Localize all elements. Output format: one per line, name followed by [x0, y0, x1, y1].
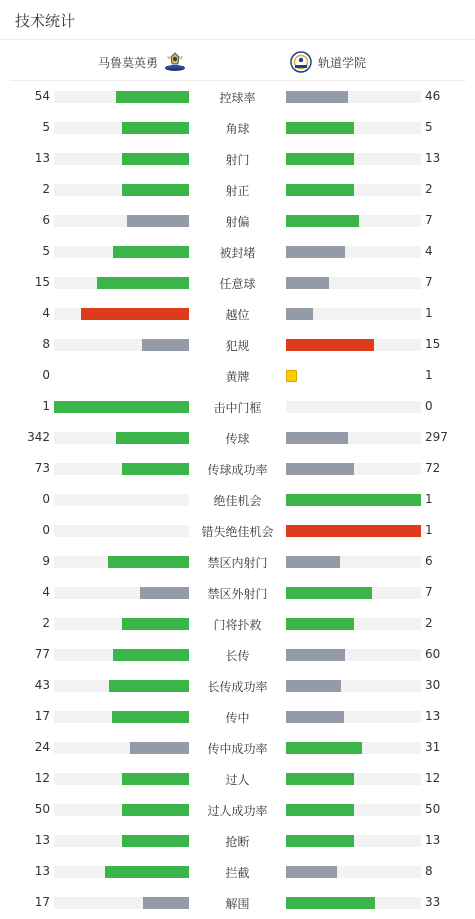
stat-row — [0, 143, 475, 174]
home-stat-value: 77 — [34, 647, 50, 661]
away-stat-value: 7 — [425, 213, 433, 227]
stat-label: 抢断 — [225, 835, 250, 849]
away-stat-bar-fill — [286, 587, 372, 599]
home-stat-bar-fill — [122, 773, 190, 785]
away-stat-bar — [286, 804, 421, 816]
away-stat-bar — [286, 897, 421, 909]
home-stat-bar-fill — [108, 556, 189, 568]
home-stat-value: 17 — [34, 895, 50, 909]
home-stat-bar-fill — [116, 91, 189, 103]
stat-label: 过人 — [225, 773, 250, 787]
stat-row — [0, 763, 475, 794]
home-stat-value: 50 — [34, 802, 50, 816]
stat-label: 射门 — [225, 153, 250, 167]
away-stat-value: 1 — [425, 306, 433, 320]
home-stat-value: 17 — [34, 709, 50, 723]
away-stat-bar — [286, 835, 421, 847]
away-stat-bar — [286, 525, 421, 537]
stat-row — [0, 546, 475, 577]
away-stat-value: 15 — [425, 337, 441, 351]
away-team[interactable] — [290, 52, 366, 72]
stat-row — [0, 608, 475, 639]
home-stat-value: 6 — [42, 213, 50, 227]
away-stat-value: 297 — [425, 430, 448, 444]
away-stat-bar — [286, 680, 421, 692]
away-stat-value: 2 — [425, 182, 433, 196]
home-stat-bar — [54, 742, 189, 754]
away-stat-bar — [286, 308, 421, 320]
home-stat-bar — [54, 463, 189, 475]
home-stat-bar — [54, 277, 189, 289]
away-stat-bar-fill — [286, 122, 354, 134]
home-team-logo-icon — [164, 51, 186, 73]
home-stat-bar — [54, 91, 189, 103]
away-stat-bar-fill — [286, 246, 345, 258]
home-stat-bar — [54, 866, 189, 878]
away-stat-bar — [286, 153, 421, 165]
stat-label: 击中门框 — [213, 401, 262, 415]
stat-row — [0, 670, 475, 701]
stat-row — [0, 484, 475, 515]
away-stat-bar — [286, 215, 421, 227]
away-stat-value: 60 — [425, 647, 441, 661]
home-stat-bar-fill — [122, 804, 190, 816]
away-stat-bar — [286, 246, 421, 258]
home-stat-bar-fill — [54, 401, 189, 413]
stat-label: 传中 — [225, 711, 250, 725]
away-stat-bar — [286, 122, 421, 134]
away-stat-value: 50 — [425, 802, 441, 816]
away-stat-bar-fill — [286, 742, 362, 754]
home-stat-bar — [54, 153, 189, 165]
stat-label: 绝佳机会 — [213, 494, 262, 508]
home-stat-bar-fill — [122, 122, 190, 134]
away-stat-bar — [286, 91, 421, 103]
home-stat-bar — [54, 122, 189, 134]
home-stat-bar-fill — [105, 866, 189, 878]
home-stat-bar-fill — [122, 463, 190, 475]
stat-row — [0, 329, 475, 360]
away-stat-value: 12 — [425, 771, 441, 785]
stat-row — [0, 825, 475, 856]
stat-label: 任意球 — [219, 277, 256, 291]
stat-row — [0, 515, 475, 546]
stat-row — [0, 174, 475, 205]
home-team-name: 马鲁莫英勇 — [97, 55, 158, 70]
stat-label: 禁区外射门 — [207, 587, 268, 601]
home-stat-bar-fill — [122, 184, 190, 196]
away-stat-bar-fill — [286, 91, 348, 103]
away-stat-value: 6 — [425, 554, 433, 568]
away-stat-bar — [286, 742, 421, 754]
stat-row — [0, 453, 475, 484]
stat-row — [0, 794, 475, 825]
home-stat-value: 4 — [42, 306, 50, 320]
away-stat-value: 13 — [425, 833, 441, 847]
home-stat-value: 2 — [42, 616, 50, 630]
stat-row — [0, 112, 475, 143]
home-stat-bar-fill — [122, 618, 190, 630]
away-stat-bar — [286, 618, 421, 630]
away-stat-bar — [286, 432, 421, 444]
away-stat-value: 5 — [425, 120, 433, 134]
away-stat-bar — [286, 711, 421, 723]
home-stat-value: 13 — [34, 864, 50, 878]
home-stat-bar — [54, 587, 189, 599]
home-stat-bar — [54, 525, 189, 537]
stat-row — [0, 205, 475, 236]
stat-row — [0, 391, 475, 422]
away-stat-bar-fill — [286, 680, 341, 692]
away-stat-bar-fill — [286, 494, 421, 506]
home-stat-bar — [54, 649, 189, 661]
away-stat-bar-fill — [286, 215, 359, 227]
away-stat-value: 2 — [425, 616, 433, 630]
away-stat-value: 72 — [425, 461, 441, 475]
stat-label: 门将扑救 — [213, 618, 262, 632]
home-stat-bar-fill — [127, 215, 189, 227]
home-stat-value: 43 — [34, 678, 50, 692]
stat-label: 拦截 — [225, 866, 250, 880]
home-stat-value: 54 — [34, 89, 50, 103]
away-stat-value: 7 — [425, 585, 433, 599]
stat-label: 解围 — [225, 897, 250, 911]
away-stat-bar — [286, 556, 421, 568]
away-stat-value: 1 — [425, 523, 433, 537]
away-stat-bar-fill — [286, 649, 345, 661]
away-stat-bar-fill — [286, 463, 354, 475]
home-stat-bar-fill — [113, 246, 189, 258]
stat-label: 长传 — [225, 649, 250, 663]
home-stat-bar — [54, 215, 189, 227]
stat-label: 错失绝佳机会 — [201, 525, 274, 539]
home-stat-bar-fill — [112, 711, 189, 723]
stat-row — [0, 887, 475, 918]
home-stat-bar — [54, 680, 189, 692]
away-stat-bar-fill — [286, 866, 337, 878]
away-stat-value: 7 — [425, 275, 433, 289]
home-stat-bar-fill — [122, 835, 190, 847]
stat-row — [0, 81, 475, 112]
home-stat-value: 13 — [34, 151, 50, 165]
home-stat-value: 5 — [42, 120, 50, 134]
away-stat-bar-fill — [286, 897, 375, 909]
stat-label: 越位 — [225, 308, 250, 322]
home-stat-value: 73 — [34, 461, 50, 475]
home-stat-value: 2 — [42, 182, 50, 196]
away-stat-bar — [286, 773, 421, 785]
away-stat-bar-fill — [286, 618, 354, 630]
home-stat-value: 0 — [42, 492, 50, 506]
away-stat-value: 30 — [425, 678, 441, 692]
away-stat-value: 4 — [425, 244, 433, 258]
home-stat-bar-fill — [113, 649, 189, 661]
away-stat-bar-fill — [286, 308, 313, 320]
away-stat-bar-fill — [286, 525, 421, 537]
home-stat-value: 0 — [42, 368, 50, 382]
home-stat-bar-fill — [143, 897, 189, 909]
home-stat-value: 342 — [27, 430, 50, 444]
away-stat-bar-fill — [286, 556, 340, 568]
header — [0, 0, 475, 40]
stat-row — [0, 236, 475, 267]
away-stat-bar — [286, 184, 421, 196]
home-stat-value: 13 — [34, 833, 50, 847]
home-stat-bar — [54, 401, 189, 413]
home-stat-bar — [54, 711, 189, 723]
away-stat-bar — [286, 866, 421, 878]
home-stat-value: 8 — [42, 337, 50, 351]
home-stat-bar-fill — [142, 339, 189, 351]
home-stat-bar — [54, 556, 189, 568]
stat-label: 犯规 — [225, 339, 250, 353]
away-stat-bar-fill — [286, 835, 354, 847]
away-stat-value: 31 — [425, 740, 441, 754]
home-team[interactable] — [98, 52, 186, 72]
home-stat-bar — [54, 804, 189, 816]
stat-label: 传中成功率 — [207, 742, 268, 756]
away-stat-value: 8 — [425, 864, 433, 878]
away-stat-value: 1 — [425, 368, 433, 382]
home-stat-bar — [54, 494, 189, 506]
home-stat-bar — [54, 184, 189, 196]
home-stat-value: 12 — [34, 771, 50, 785]
home-stat-value: 0 — [42, 523, 50, 537]
stat-row — [0, 422, 475, 453]
away-team-name: 轨道学院 — [318, 55, 367, 70]
stat-row — [0, 577, 475, 608]
yellow-card-icon — [286, 370, 297, 382]
home-stat-bar — [54, 339, 189, 351]
home-stat-bar-fill — [97, 277, 189, 289]
away-stat-bar — [286, 587, 421, 599]
away-stat-bar — [286, 339, 421, 351]
home-stat-value: 5 — [42, 244, 50, 258]
home-stat-bar — [54, 897, 189, 909]
home-stat-bar — [54, 773, 189, 785]
away-stat-value: 46 — [425, 89, 441, 103]
away-stat-value: 13 — [425, 151, 441, 165]
away-stat-bar-fill — [286, 711, 344, 723]
stat-row — [0, 732, 475, 763]
stat-label: 传球成功率 — [207, 463, 268, 477]
away-stat-bar-fill — [286, 339, 374, 351]
away-stat-bar-fill — [286, 277, 329, 289]
away-stat-bar-fill — [286, 432, 348, 444]
home-stat-bar-fill — [130, 742, 189, 754]
home-stat-value: 15 — [34, 275, 50, 289]
stat-label: 射正 — [225, 184, 250, 198]
home-stat-bar-fill — [116, 432, 189, 444]
home-stat-value: 4 — [42, 585, 50, 599]
stat-row — [0, 639, 475, 670]
team-header — [10, 41, 466, 81]
away-stat-value: 13 — [425, 709, 441, 723]
stat-label: 控球率 — [219, 91, 256, 105]
stats-list — [0, 81, 475, 918]
home-stat-bar — [54, 246, 189, 258]
stat-row — [0, 298, 475, 329]
away-stat-bar — [286, 649, 421, 661]
away-stat-bar-fill — [286, 184, 354, 196]
stat-row — [0, 856, 475, 887]
stat-row — [0, 267, 475, 298]
stat-row — [0, 701, 475, 732]
away-stat-bar — [286, 277, 421, 289]
stat-label: 禁区内射门 — [207, 556, 268, 570]
away-stat-value: 1 — [425, 492, 433, 506]
home-stat-bar — [54, 835, 189, 847]
home-stat-bar — [54, 618, 189, 630]
home-stat-bar-fill — [122, 153, 190, 165]
stat-label: 黄牌 — [225, 370, 250, 384]
home-stat-bar — [54, 432, 189, 444]
stat-label: 被封堵 — [219, 246, 256, 260]
away-stat-value: 0 — [425, 399, 433, 413]
stat-label: 传球 — [225, 432, 250, 446]
home-stat-bar-fill — [140, 587, 189, 599]
stat-row — [0, 360, 475, 391]
away-stat-bar-fill — [286, 153, 354, 165]
home-stat-bar — [54, 308, 189, 320]
stat-label: 角球 — [225, 122, 250, 136]
away-stat-value: 33 — [425, 895, 441, 909]
home-stat-bar-fill — [81, 308, 189, 320]
stat-label: 射偏 — [225, 215, 250, 229]
home-stat-bar-fill — [109, 680, 189, 692]
away-stat-bar-fill — [286, 804, 354, 816]
stat-label: 过人成功率 — [207, 804, 268, 818]
away-stat-bar — [286, 401, 421, 413]
away-stat-bar-fill — [286, 773, 354, 785]
away-stat-bar — [286, 463, 421, 475]
home-stat-bar — [54, 370, 189, 382]
home-stat-value: 24 — [34, 740, 50, 754]
home-stat-value: 1 — [42, 399, 50, 413]
away-stat-bar — [286, 494, 421, 506]
page-title: 技术统计 — [15, 12, 76, 30]
home-stat-value: 9 — [42, 554, 50, 568]
stat-label: 长传成功率 — [207, 680, 268, 694]
away-team-logo-icon — [290, 51, 312, 73]
